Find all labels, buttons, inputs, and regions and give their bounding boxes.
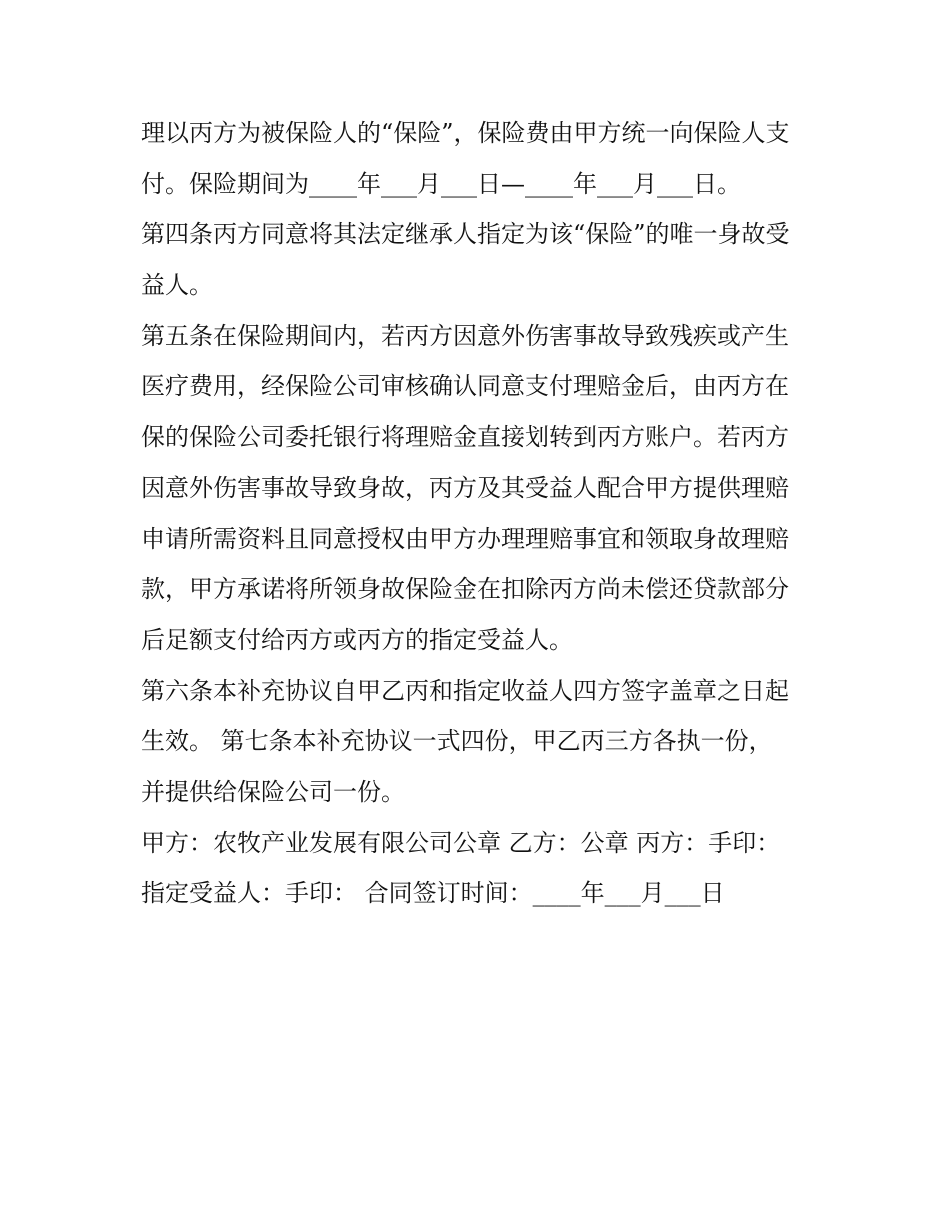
text-line: 付。保险期间为____年___月___日—____年___月___日。 bbox=[141, 169, 741, 198]
text-line: 申请所需资料且同意授权由甲方办理理赔事宜和领取身故理赔 bbox=[141, 524, 789, 553]
text-line: 理以丙方为被保险人的“保险”，保险费由甲方统一向保险人支 bbox=[141, 119, 790, 147]
text-line: 款，甲方承诺将所领身故保险金在扣除丙方尚未偿还贷款部分 bbox=[141, 575, 789, 604]
text-line: 保的保险公司委托银行将理赔金直接划转到丙方账户。若丙方 bbox=[141, 423, 789, 452]
text-line: 第六条本补充协议自甲乙丙和指定收益人四方签字盖章之日起 bbox=[141, 676, 789, 705]
text-line: 益人。 bbox=[141, 271, 213, 300]
contract-text bbox=[141, 108, 831, 919]
text-line: 后足额支付给丙方或丙方的指定受益人。 bbox=[141, 625, 573, 654]
text-line: 因意外伤害事故导致身故，丙方及其受益人配合甲方提供理赔 bbox=[141, 473, 789, 502]
text-line: 并提供给保险公司一份。 bbox=[141, 777, 405, 806]
signature-line: 指定受益人：手印： 合同签订时间：____年___月___日 bbox=[141, 879, 725, 908]
text-line: 第五条在保险期间内，若丙方因意外伤害事故导致残疾或产生 bbox=[141, 321, 789, 350]
text-line: 第四条丙方同意将其法定继承人指定为该“保险”的唯一身故受 bbox=[141, 220, 790, 249]
signature-line: 甲方：农牧产业发展有限公司公章 乙方：公章 丙方：手印： bbox=[141, 828, 781, 857]
text-line: 生效。 第七条本补充协议一式四份，甲乙丙三方各执一份， bbox=[141, 727, 773, 756]
text-line: 医疗费用，经保险公司审核确认同意支付理赔金后，由丙方在 bbox=[141, 372, 789, 401]
